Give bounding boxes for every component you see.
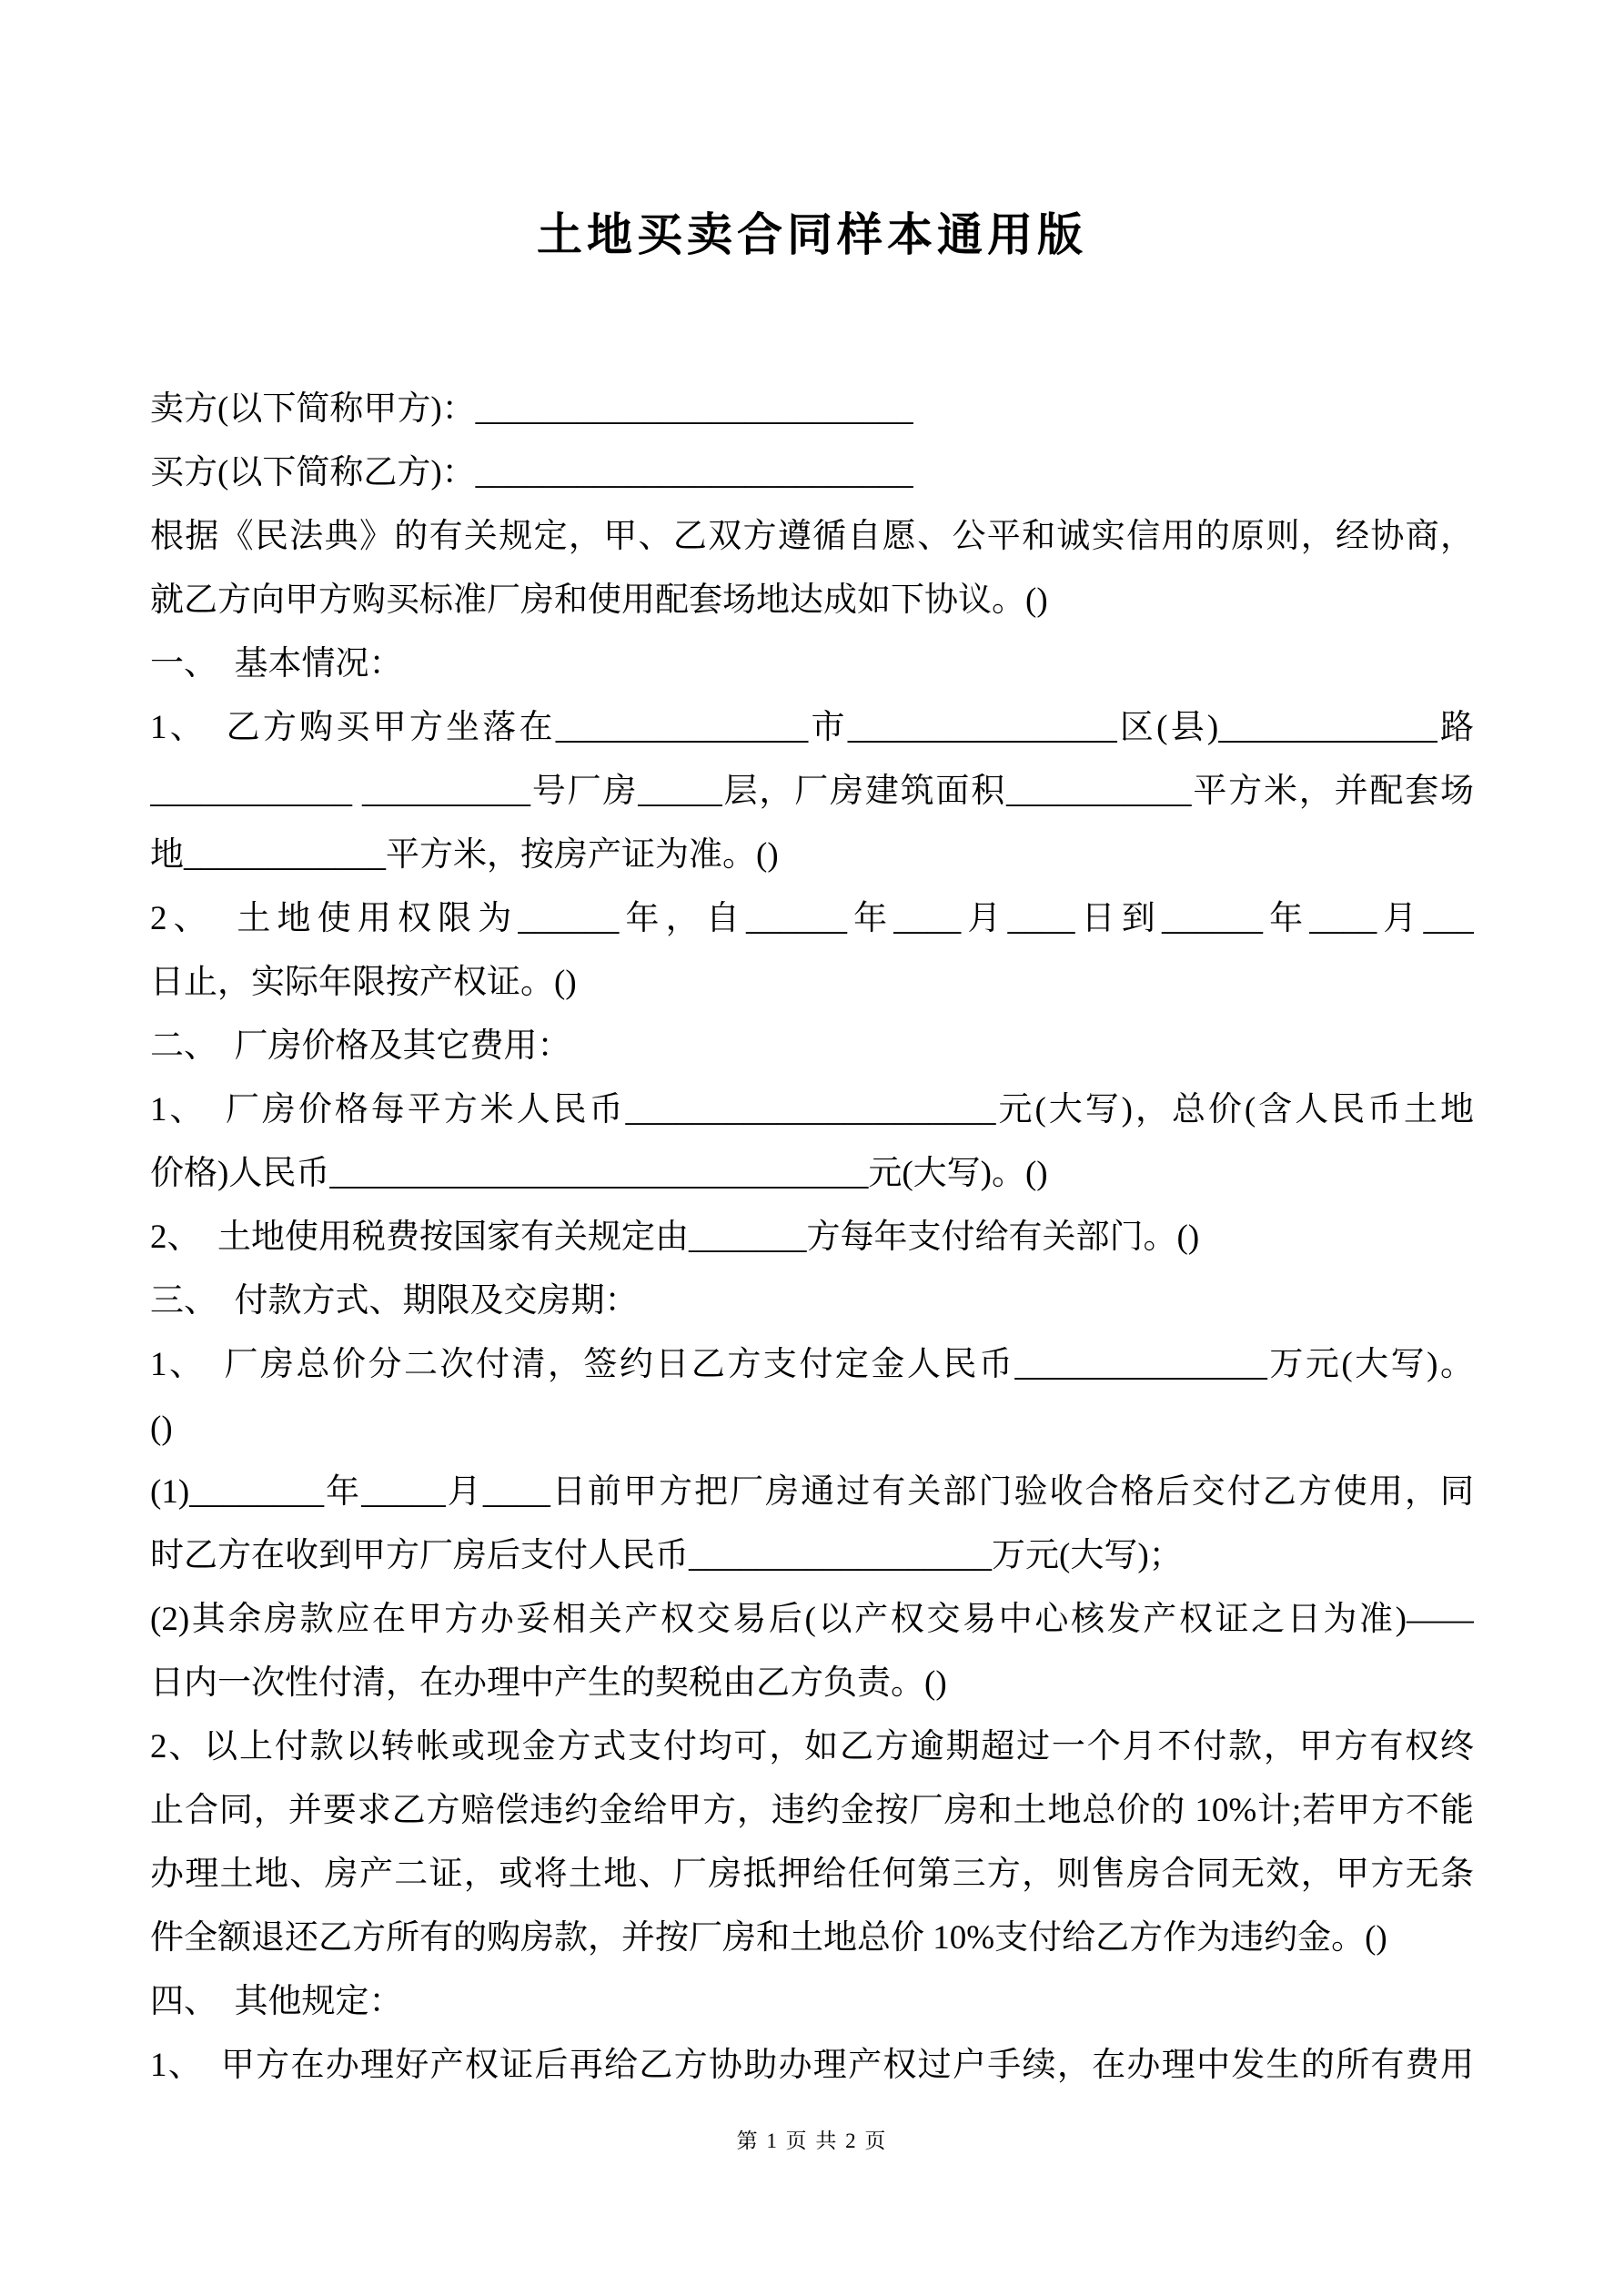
paragraph-line: 1、 乙方购买甲方坐落在_______________市________________区(县)_____________路 <box>150 709 1474 746</box>
paragraph-line: 价格)人民币________________________________元(大写)。() <box>150 1155 1048 1192</box>
document-body <box>150 378 1474 2098</box>
paragraph-line: ____________ __________号厂房_____层，厂房建筑面积___________平方米，并配套场 <box>150 773 1474 810</box>
page-number: 第 1 页 共 2 页 <box>736 2129 888 2152</box>
paragraph-line: 买方(以下简称乙方)：__________________________ <box>150 454 913 491</box>
paragraph-line: 日内一次性付清，在办理中产生的契税由乙方负责。() <box>150 1664 947 1702</box>
paragraph-line: 1、 厂房价格每平方米人民币______________________元(大写)，总价(含人民币土地 <box>150 1091 1474 1128</box>
paragraph-line: 地____________平方米，按房产证为准。() <box>150 836 779 874</box>
paragraph-line: 一、 基本情况： <box>150 645 403 683</box>
paragraph-line: 日止，实际年限按产权证。() <box>150 964 577 1001</box>
paragraph-line: 就乙方向甲方购买标准厂房和使用配套场地达成如下协议。() <box>150 582 1048 619</box>
paragraph-line: 卖方(以下简称甲方)：__________________________ <box>150 390 913 428</box>
paragraph-line: 2、 土地使用税费按国家有关规定由_______方每年支付给有关部门。() <box>150 1219 1200 1256</box>
paragraph-line: (1)________年_____月____日前甲方把厂房通过有关部门验收合格后交付乙方使用，同 <box>150 1473 1474 1511</box>
paragraph-line: () <box>150 1410 173 1447</box>
paragraph-line: (2)其余房款应在甲方办妥相关产权交易后(以产权交易中心核发产权证之日为准)—— <box>150 1601 1474 1638</box>
paragraph-line: 三、 付款方式、期限及交房期： <box>150 1282 639 1320</box>
paragraph-line: 四、 其他规定： <box>150 1983 403 2020</box>
paragraph-line: 办理土地、房产二证，或将土地、厂房抵押给任何第三方，则售房合同无效，甲方无条 <box>150 1856 1474 1893</box>
paragraph-line: 根据《民法典》的有关规定，甲、乙双方遵循自愿、公平和诚实信用的原则，经协商， <box>150 518 1474 555</box>
paragraph-line: 1、 厂房总价分二次付清，签约日乙方支付定金人民币_______________万元(大写)。 <box>150 1346 1474 1383</box>
paragraph-line: 时乙方在收到甲方厂房后支付人民币__________________万元(大写)； <box>150 1537 1183 1574</box>
paragraph-line: 件全额退还乙方所有的购房款，并按厂房和土地总价 10%支付给乙方作为违约金。() <box>150 1919 1387 1957</box>
paragraph-line: 二、 厂房价格及其它费用： <box>150 1027 571 1065</box>
paragraph-line: 止合同，并要求乙方赔偿违约金给甲方，违约金按厂房和土地总价的 10%计;若甲方不能 <box>150 1792 1474 1829</box>
paragraph-line: 2、 土地使用权限为______年，自______年____月____日到______年____月___ <box>150 900 1474 937</box>
document-title: 土地买卖合同样本通用版 <box>537 209 1087 260</box>
paragraph-line: 1、 甲方在办理好产权证后再给乙方协助办理产权过户手续，在办理中发生的所有费用 <box>150 2047 1474 2084</box>
paragraph-line: 2、以上付款以转帐或现金方式支付均可，如乙方逾期超过一个月不付款，甲方有权终 <box>150 1728 1474 1765</box>
